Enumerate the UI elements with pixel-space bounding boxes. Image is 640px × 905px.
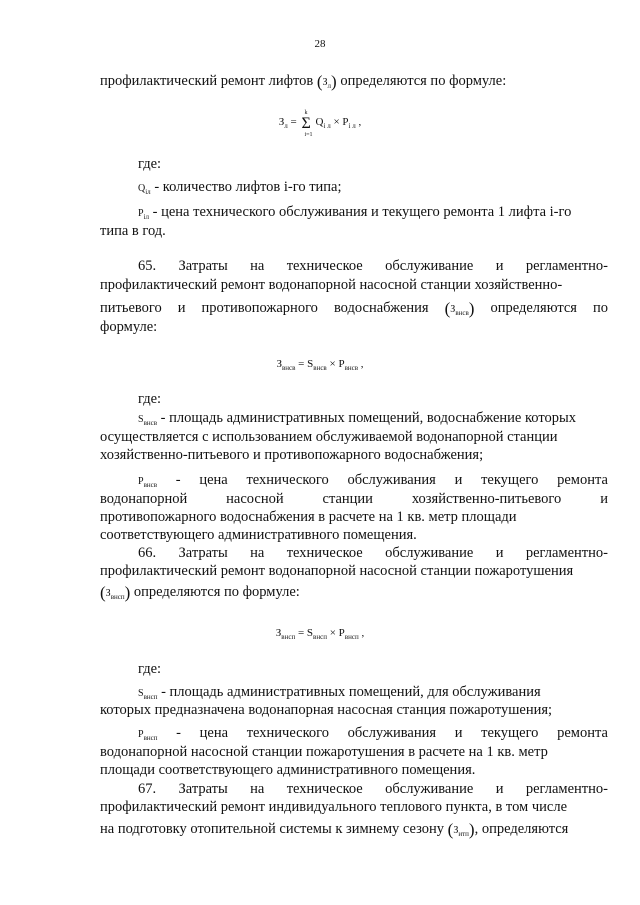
definition-p-fire-station-cont-1: водонапорной насосной станции пожаротушения в расчете на 1 кв. метр	[100, 744, 548, 760]
formula-water-station: $З_{внсв} = S_{внсв} \times P_{внсв}$ ,	[276, 358, 364, 372]
definition-s-fire-station: $S_{внсп}$ - площадь административных помещений, для обслуживания	[138, 684, 541, 701]
item-65-line-3: питьевого и противопожарного водоснабжения $(З_{внсв})$ определяются по	[100, 299, 608, 318]
item-66-line-3: $(З_{внсп})$ определяются по формуле:	[100, 583, 300, 602]
definition-q-elevators: $Q_{iл}$ - количество лифтов i-го типа;	[138, 179, 342, 196]
item-66-line-2: профилактический ремонт водонапорной насосной станции пожаротушения	[100, 563, 574, 579]
definition-p-elevators: $P_{iл}$ - цена технического обслуживания и текущего ремонта 1 лифта i-го	[138, 204, 572, 221]
item-67-line-2: профилактический ремонт индивидуального теплового пункта, в том числе	[100, 799, 568, 815]
definition-p-water-station-cont-1: водонапорной насосной станции хозяйственно-питьевого и	[100, 491, 608, 507]
item-65-line-1: 65. Затраты на техническое обслуживание и регламентно-	[138, 258, 608, 274]
formula-fire-station: $З_{внсп} = S_{внсп} \times P_{внсп}$ ,	[275, 627, 365, 641]
where-label-2: где:	[138, 391, 162, 407]
definition-s-water-station-cont-1: осуществляется с использованием обслуживаемой водонапорной станции	[100, 429, 558, 445]
definition-p-fire-station-cont-2: площади соответствующего административного помещения.	[100, 762, 476, 778]
item-65-line-2: профилактический ремонт водонапорной насосной станции хозяйственно-	[100, 277, 563, 293]
definition-s-water-station: $S_{внсв}$ - площадь административных помещений, водоснабжение которых	[138, 410, 576, 427]
intro-line: профилактический ремонт лифтов $(З_л)$ определяются по формуле:	[100, 72, 507, 91]
item-66-line-1: 66. Затраты на техническое обслуживание и регламентно-	[138, 545, 608, 561]
definition-s-water-station-cont-2: хозяйственно-питьевого и противопожарного водоснабжения;	[100, 447, 484, 463]
definition-p-water-station-cont-2: противопожарного водоснабжения в расчете на 1 кв. метр площади	[100, 509, 517, 525]
where-label-1: где:	[138, 156, 162, 172]
item-67-line-1: 67. Затраты на техническое обслуживание и регламентно-	[138, 781, 608, 797]
definition-p-water-station: $P_{внсв}$ - цена технического обслуживания и текущего ремонта	[138, 472, 608, 489]
formula-elevators: $З_л = \Sigma$ k i=1 $Q_{i л} \times P_{i л}$ ,	[278, 110, 362, 138]
item-67-line-3: на подготовку отопительной системы к зимнему сезону $(З_{итп})$, определяются	[100, 820, 569, 839]
where-label-3: где:	[138, 661, 162, 677]
definition-p-elevators-cont: типа в год.	[100, 223, 166, 239]
definition-p-water-station-cont-3: соответствующего административного помещения.	[100, 527, 417, 543]
item-65-line-4: формуле:	[100, 319, 158, 335]
definition-s-fire-station-cont: которых предназначена водонапорная насосная станция пожаротушения;	[100, 702, 553, 718]
page-number: 28	[314, 38, 326, 50]
definition-p-fire-station: $P_{внсп}$ - цена технического обслуживания и текущего ремонта	[138, 725, 608, 742]
